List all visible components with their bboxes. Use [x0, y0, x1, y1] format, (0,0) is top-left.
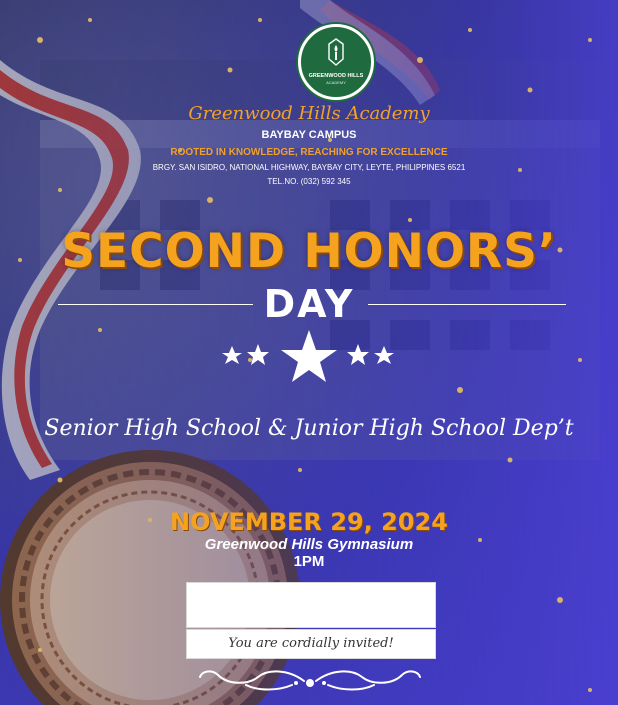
school-address: BRGY. SAN ISIDRO, NATIONAL HIGHWAY, BAYBAY CITY, LEYTE, PHILIPPINES 6521 — [152, 163, 466, 172]
star-icon — [281, 330, 337, 382]
event-venue: Greenwood Hills Gymnasium — [204, 536, 414, 553]
torch-icon — [321, 37, 351, 69]
event-date: NOVEMBER 29, 2024 — [170, 508, 448, 536]
event-subtitle: DAY — [263, 282, 355, 326]
invitation-text: You are cordially invited! — [228, 636, 394, 651]
star-icon — [374, 346, 394, 364]
invitation-box — [186, 629, 436, 659]
school-motto: ROOTED IN KNOWLEDGE, REACHING FOR EXCELLENCE — [170, 147, 448, 158]
campus-name: BAYBAY CAMPUS — [261, 129, 357, 141]
stars-decoration — [0, 330, 618, 396]
star-icon — [247, 344, 269, 365]
star-icon — [347, 344, 369, 365]
event-time: 1PM — [293, 553, 325, 570]
school-telephone: TEL.NO. (032) 592 345 — [267, 177, 351, 186]
department-line: Senior High School & Junior High School Dep’t — [44, 416, 574, 441]
logo-name-text: GREENWOOD HILLS — [308, 73, 364, 79]
event-title: SECOND HONORS’ — [61, 224, 557, 279]
flourish-ornament — [188, 663, 432, 695]
school-name: Greenwood Hills Academy — [188, 103, 430, 124]
academy-logo — [298, 24, 374, 100]
star-icon — [222, 346, 242, 364]
guest-name-box — [186, 582, 436, 628]
logo-sub-text: ACADEMY — [326, 80, 346, 85]
